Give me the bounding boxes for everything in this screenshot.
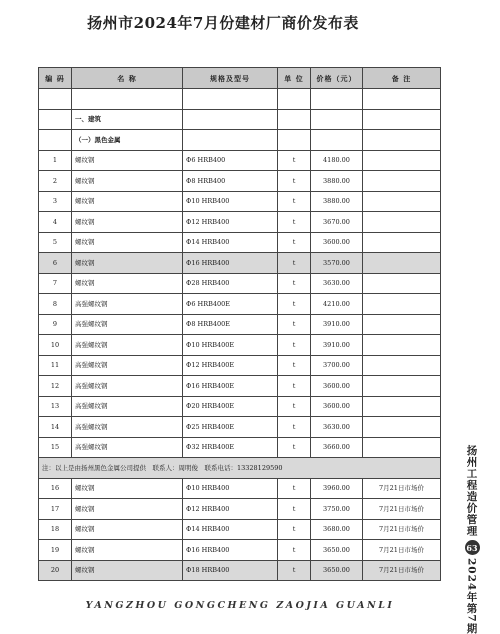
header-note: 备 注 bbox=[363, 68, 441, 89]
header-name: 名 称 bbox=[72, 68, 183, 89]
cell-note: 7月21日市场价 bbox=[363, 519, 441, 540]
cell-price: 4180.00 bbox=[311, 150, 363, 171]
cell-spec: Φ12 HRB400 bbox=[183, 212, 278, 233]
cell-price: 3680.00 bbox=[311, 519, 363, 540]
header-no: 编 码 bbox=[39, 68, 72, 89]
table-row bbox=[39, 355, 441, 376]
cell-price: 3910.00 bbox=[311, 314, 363, 335]
cell-note bbox=[363, 191, 441, 212]
cell-note bbox=[363, 376, 441, 397]
subsection-row bbox=[39, 130, 441, 151]
cell-no: 19 bbox=[39, 540, 72, 561]
cell-price: 3630.00 bbox=[311, 417, 363, 438]
cell-unit: t bbox=[278, 253, 311, 274]
cell-unit: t bbox=[278, 355, 311, 376]
cell-no: 15 bbox=[39, 437, 72, 458]
table-row bbox=[39, 171, 441, 192]
cell-note: 7月21日市场价 bbox=[363, 499, 441, 520]
journal-name: 扬州工程造价管理 bbox=[465, 445, 478, 537]
cell-price: 3600.00 bbox=[311, 232, 363, 253]
cell-unit: t bbox=[278, 212, 311, 233]
cell-unit: t bbox=[278, 335, 311, 356]
cell-no: 11 bbox=[39, 355, 72, 376]
cell-spec: Φ16 HRB400 bbox=[183, 540, 278, 561]
table-row bbox=[39, 294, 441, 315]
spacer-row bbox=[39, 89, 441, 110]
cell-spec: Φ25 HRB400E bbox=[183, 417, 278, 438]
table-row bbox=[39, 150, 441, 171]
table-row bbox=[39, 273, 441, 294]
cell-name: 高强螺纹钢 bbox=[72, 355, 183, 376]
header-price: 价格（元） bbox=[311, 68, 363, 89]
cell-unit: t bbox=[278, 437, 311, 458]
cell-name: 螺纹钢 bbox=[72, 253, 183, 274]
cell-note bbox=[363, 150, 441, 171]
cell-unit: t bbox=[278, 560, 311, 581]
cell-name: 螺纹钢 bbox=[72, 540, 183, 561]
cell-unit: t bbox=[278, 540, 311, 561]
cell-no: 13 bbox=[39, 396, 72, 417]
section-row bbox=[39, 109, 441, 130]
cell-spec: Φ16 HRB400E bbox=[183, 376, 278, 397]
table-row bbox=[39, 540, 441, 561]
table-row bbox=[39, 478, 441, 499]
subsection-label: （一）黑色金属 bbox=[72, 130, 183, 151]
cell-note: 7月21日市场价 bbox=[363, 560, 441, 581]
supplier-notice: 注：以上是由扬州黑色金属公司提供 联系人：周明俊 联系电话：13328129590 bbox=[39, 458, 441, 479]
cell-unit: t bbox=[278, 171, 311, 192]
cell-no: 1 bbox=[39, 150, 72, 171]
header-unit: 单 位 bbox=[278, 68, 311, 89]
cell-name: 螺纹钢 bbox=[72, 191, 183, 212]
cell-price: 3630.00 bbox=[311, 273, 363, 294]
cell-price: 3670.00 bbox=[311, 212, 363, 233]
cell-no: 2 bbox=[39, 171, 72, 192]
cell-no: 7 bbox=[39, 273, 72, 294]
cell-name: 高强螺纹钢 bbox=[72, 294, 183, 315]
table-row bbox=[39, 376, 441, 397]
cell-unit: t bbox=[278, 150, 311, 171]
cell-price: 3960.00 bbox=[311, 478, 363, 499]
cell-price: 3600.00 bbox=[311, 376, 363, 397]
issue-label: 2024年第7期 bbox=[465, 558, 478, 634]
table-row bbox=[39, 437, 441, 458]
cell-name: 螺纹钢 bbox=[72, 212, 183, 233]
cell-price: 3880.00 bbox=[311, 171, 363, 192]
cell-unit: t bbox=[278, 499, 311, 520]
cell-name: 高强螺纹钢 bbox=[72, 437, 183, 458]
page-number-badge: 63 bbox=[465, 540, 480, 555]
cell-note bbox=[363, 437, 441, 458]
cell-name: 螺纹钢 bbox=[72, 171, 183, 192]
cell-spec: Φ6 HRB400E bbox=[183, 294, 278, 315]
cell-price: 4210.00 bbox=[311, 294, 363, 315]
cell-note bbox=[363, 396, 441, 417]
cell-price: 3750.00 bbox=[311, 499, 363, 520]
cell-no: 18 bbox=[39, 519, 72, 540]
cell-name: 螺纹钢 bbox=[72, 150, 183, 171]
cell-note bbox=[363, 314, 441, 335]
notice-row bbox=[39, 458, 441, 479]
cell-price: 3600.00 bbox=[311, 396, 363, 417]
table-row bbox=[39, 335, 441, 356]
cell-spec: Φ8 HRB400 bbox=[183, 171, 278, 192]
cell-spec: Φ8 HRB400E bbox=[183, 314, 278, 335]
cell-no: 8 bbox=[39, 294, 72, 315]
cell-price: 3650.00 bbox=[311, 560, 363, 581]
cell-unit: t bbox=[278, 376, 311, 397]
cell-name: 高强螺纹钢 bbox=[72, 417, 183, 438]
cell-unit: t bbox=[278, 314, 311, 335]
table-row bbox=[39, 253, 441, 274]
cell-price: 3910.00 bbox=[311, 335, 363, 356]
cell-price: 3650.00 bbox=[311, 540, 363, 561]
cell-price: 3700.00 bbox=[311, 355, 363, 376]
cell-note bbox=[363, 253, 441, 274]
price-table bbox=[38, 67, 441, 581]
cell-spec: Φ12 HRB400E bbox=[183, 355, 278, 376]
cell-note: 7月21日市场价 bbox=[363, 478, 441, 499]
cell-no: 16 bbox=[39, 478, 72, 499]
cell-spec: Φ10 HRB400E bbox=[183, 335, 278, 356]
cell-price: 3660.00 bbox=[311, 437, 363, 458]
cell-spec: Φ14 HRB400 bbox=[183, 519, 278, 540]
header-spec: 规格及型号 bbox=[183, 68, 278, 89]
cell-note bbox=[363, 294, 441, 315]
cell-no: 17 bbox=[39, 499, 72, 520]
cell-no: 20 bbox=[39, 560, 72, 581]
table-header-row bbox=[39, 68, 441, 89]
cell-unit: t bbox=[278, 417, 311, 438]
cell-name: 螺纹钢 bbox=[72, 478, 183, 499]
cell-note bbox=[363, 355, 441, 376]
table-row bbox=[39, 499, 441, 520]
cell-note bbox=[363, 171, 441, 192]
table-row bbox=[39, 417, 441, 438]
cell-no: 5 bbox=[39, 232, 72, 253]
cell-price: 3570.00 bbox=[311, 253, 363, 274]
cell-unit: t bbox=[278, 273, 311, 294]
cell-name: 高强螺纹钢 bbox=[72, 335, 183, 356]
cell-no: 6 bbox=[39, 253, 72, 274]
cell-note bbox=[363, 273, 441, 294]
cell-name: 螺纹钢 bbox=[72, 232, 183, 253]
cell-spec: Φ14 HRB400 bbox=[183, 232, 278, 253]
cell-name: 螺纹钢 bbox=[72, 519, 183, 540]
cell-no: 12 bbox=[39, 376, 72, 397]
cell-name: 高强螺纹钢 bbox=[72, 314, 183, 335]
table-row bbox=[39, 314, 441, 335]
cell-unit: t bbox=[278, 396, 311, 417]
cell-unit: t bbox=[278, 191, 311, 212]
cell-name: 螺纹钢 bbox=[72, 499, 183, 520]
cell-unit: t bbox=[278, 294, 311, 315]
cell-no: 14 bbox=[39, 417, 72, 438]
table-row bbox=[39, 232, 441, 253]
table-row bbox=[39, 212, 441, 233]
cell-no: 4 bbox=[39, 212, 72, 233]
table-row bbox=[39, 560, 441, 581]
cell-price: 3880.00 bbox=[311, 191, 363, 212]
cell-spec: Φ6 HRB400 bbox=[183, 150, 278, 171]
cell-spec: Φ12 HRB400 bbox=[183, 499, 278, 520]
cell-no: 9 bbox=[39, 314, 72, 335]
cell-spec: Φ28 HRB400 bbox=[183, 273, 278, 294]
cell-name: 高强螺纹钢 bbox=[72, 396, 183, 417]
cell-spec: Φ10 HRB400 bbox=[183, 478, 278, 499]
table-row bbox=[39, 396, 441, 417]
cell-note bbox=[363, 417, 441, 438]
cell-spec: Φ16 HRB400 bbox=[183, 253, 278, 274]
cell-spec: Φ20 HRB400E bbox=[183, 396, 278, 417]
cell-no: 10 bbox=[39, 335, 72, 356]
cell-name: 螺纹钢 bbox=[72, 560, 183, 581]
cell-spec: Φ18 HRB400 bbox=[183, 560, 278, 581]
cell-spec: Φ10 HRB400 bbox=[183, 191, 278, 212]
cell-note: 7月21日市场价 bbox=[363, 540, 441, 561]
cell-unit: t bbox=[278, 232, 311, 253]
cell-unit: t bbox=[278, 519, 311, 540]
page-title: 扬州市2024年7月份建材厂商价发布表 bbox=[87, 14, 359, 32]
footer-journal-pinyin: YANGZHOU GONGCHENG ZAOJIA GUANLI bbox=[85, 600, 395, 611]
cell-unit: t bbox=[278, 478, 311, 499]
table-row bbox=[39, 519, 441, 540]
cell-name: 高强螺纹钢 bbox=[72, 376, 183, 397]
section-label: 一、建筑 bbox=[72, 109, 183, 130]
table-row bbox=[39, 191, 441, 212]
cell-note bbox=[363, 232, 441, 253]
cell-name: 螺纹钢 bbox=[72, 273, 183, 294]
cell-note bbox=[363, 335, 441, 356]
cell-note bbox=[363, 212, 441, 233]
cell-no: 3 bbox=[39, 191, 72, 212]
cell-spec: Φ32 HRB400E bbox=[183, 437, 278, 458]
